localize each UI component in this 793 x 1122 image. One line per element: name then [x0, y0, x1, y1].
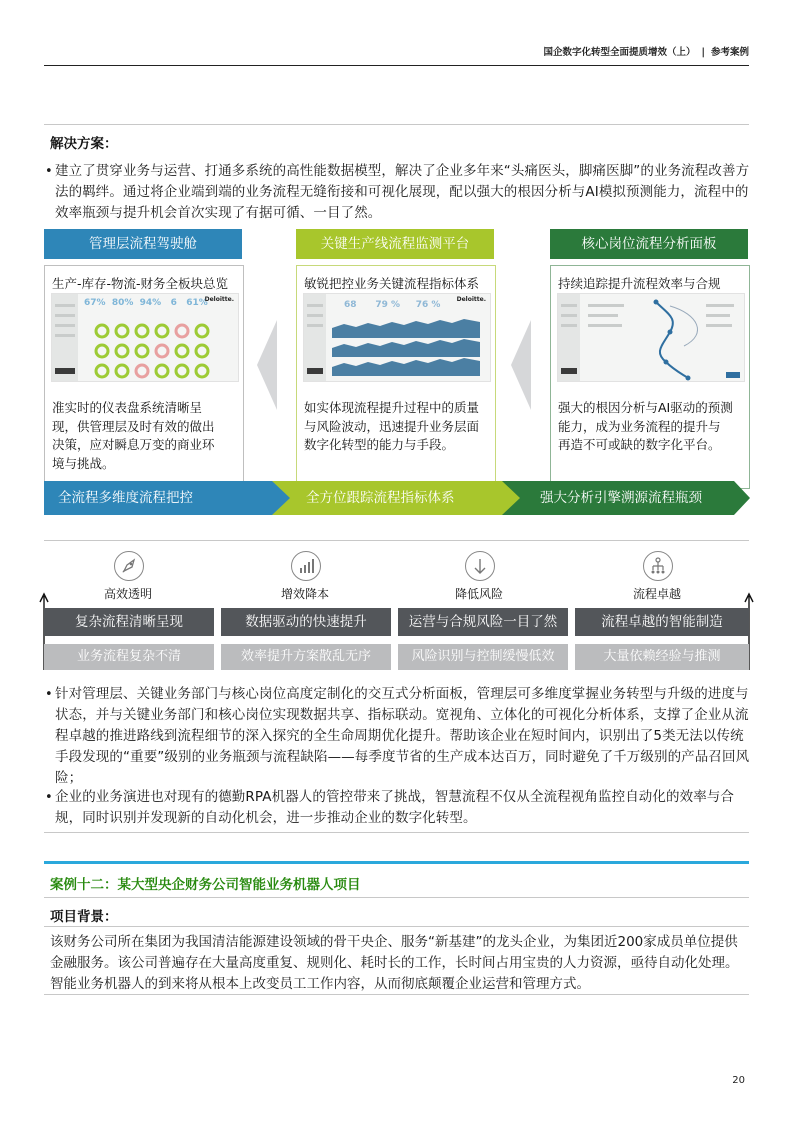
case-rule [44, 861, 749, 864]
background-text: 该财务公司所在集团为我国清洁能源建设领域的骨干央企、服务“新基建”的龙头企业，为集团近200家成员单位提供金融服务。该公司普遍存在大量高度重复、规则化、耗时长的工作，长时间占用宝贵的人力资源，亟待自动化处理。智能业务机器人的到来将从根本上改变员工工作内容，从而彻底颠覆企业运营和管理方式。 [50, 934, 739, 992]
benefit-before-3: 风险识别与控制缓慢低效 [398, 644, 568, 670]
result-bullet-text: 企业的业务演进也对现有的德勤RPA机器人的管控带来了挑战，智慧流程不仅从全流程视角监控自动化的效率与合规，同时识别并发现新的自动化机会，进一步推动企业的数字化转型。 [55, 789, 734, 826]
case-title-rule [44, 897, 749, 898]
benefit-before-2: 效率提升方案散乱无序 [221, 644, 391, 670]
dashboard-thumbnail-2 [303, 293, 491, 382]
bullet-dot: • [45, 687, 53, 702]
panel-1-description [52, 399, 215, 473]
rocket-icon-graphic [115, 552, 143, 580]
panel-3-description [558, 399, 733, 455]
panel-3-subtitle: 持续追踪提升流程效率与合规 [558, 276, 721, 291]
panel-2-desc-line: 如实体现流程提升过程中的质量 [304, 400, 480, 415]
benefit-before-1: 业务流程复杂不清 [44, 644, 214, 670]
thumbnail-2-kpi: 76 % [415, 300, 441, 310]
panel-1 [44, 265, 244, 489]
flow-icon-graphic [644, 552, 672, 580]
arrow-label-1: 全流程多维度流程把控 [58, 490, 193, 506]
dashboard-thumbnail-3 [557, 293, 745, 382]
growth-chart-icon [291, 551, 321, 581]
result-bullet [45, 684, 750, 789]
solution-bullet [45, 161, 750, 224]
benefit-now-3: 运营与合规风险一目了然 [398, 608, 568, 636]
section-rule-top [44, 124, 749, 125]
benefit-now-4: 流程卓越的智能制造 [575, 608, 749, 636]
panel-2 [296, 265, 496, 489]
benefit-now-1: 复杂流程清晰呈现 [44, 608, 214, 636]
panel-2-desc-line: 数字化转型的能力与手段。 [304, 437, 455, 452]
thumbnail-2-brand: Deloitte. [456, 296, 486, 303]
bullet-dot: • [45, 790, 53, 805]
thumbnail-1-brand: Deloitte. [204, 296, 234, 303]
panel-3-desc-line: 再造不可或缺的数字化平台。 [558, 437, 721, 452]
chevron-left-icon [255, 320, 283, 410]
result-bullet-text: 针对管理层、关键业务部门与核心岗位高度定制化的交互式分析面板，管理层可多维度掌握业务转型与升级的进度与状态，并与关键业务部门和核心岗位实现数据共享、指标联动。宽视角、立体化的可视化分析体系，支撑了企业从流程卓越的推进路线到流程细节的深入探究的全生命周期优化提升。帮助该企业在短时间内，识别出了5类无法以传统手段发现的“重要”级别的业务瓶颈与流程缺陷——每季度节省的生产成本达百万，同时避免了千万级别的产品召回风险； [55, 686, 750, 786]
benefit-now-2: 数据驱动的快速提升 [221, 608, 391, 636]
arrow-label-3: 强大分析引擎溯源流程瓶颈 [540, 490, 702, 506]
page-number: 20 [732, 1075, 745, 1086]
header-separator: | [701, 47, 705, 58]
benefit-label-3: 降低风险 [454, 587, 503, 601]
header-title: 国企数字化转型全面提质增效（上） [543, 47, 696, 58]
arrow-label-2: 全方位跟踪流程指标体系 [306, 490, 455, 506]
header-section: 参考案例 [710, 47, 749, 58]
panel-2-subtitle: 敏锐把控业务关键流程指标体系 [304, 276, 480, 291]
dashboard-thumbnail-1 [51, 293, 239, 382]
benefit-before-4: 大量依赖经验与推测 [575, 644, 749, 670]
case-12-title: 案例十二：某大型央企财务公司智能业务机器人项目 [50, 877, 361, 893]
panel-1-desc-line: 准实时的仪表盘系统清晰呈 [52, 400, 203, 415]
panel-1-desc-line: 决策，应对瞬息万变的商业环 [52, 437, 215, 452]
background-title: 项目背景： [50, 909, 118, 925]
down-arrow-icon [465, 551, 495, 581]
result-bullet [45, 787, 750, 829]
thumbnail-2-kpi: 79 % [375, 300, 401, 310]
panel-1-desc-line: 境与挑战。 [52, 455, 115, 471]
thumbnail-1-kpis [84, 298, 208, 308]
benefit-label-4: 流程卓越 [632, 587, 681, 601]
header-rule [44, 65, 749, 66]
panel-3 [550, 265, 750, 489]
thumbnail-1-kpi: 61% [186, 298, 208, 308]
benefits-rule [44, 540, 749, 541]
panel-2-description [304, 399, 479, 455]
panel-3-desc-line: 强大的根因分析与AI驱动的预测 [558, 400, 733, 415]
thumbnail-1-kpi: 94% [139, 298, 162, 308]
thumbnail-1-kpi: 80% [111, 298, 134, 308]
background-title-rule [44, 926, 749, 927]
panel-2-desc-line: 与风险波动，迅速提升业务层面 [304, 418, 480, 434]
benefit-label-1: 高效透明 [103, 587, 152, 601]
panel-2-header: 关键生产线流程监测平台 [296, 229, 494, 259]
panel-1-subtitle: 生产-库存-物流-财务全板块总览 [52, 276, 229, 291]
solution-bullet-text: 建立了贯穿业务与运营、打通多系统的高性能数据模型，解决了企业多年来“头痛医头，脚痛医脚”的业务流程改善方法的羁绊。通过将企业端到端的业务流程无缝衔接和可视化展现，配以强大的根因分析与AI模拟预测能力，流程中的效率瓶颈与提升机会首次实现了有据可循、一目了然。 [55, 163, 750, 221]
growth-chart-icon-graphic [292, 552, 320, 580]
down-arrow-icon-graphic [466, 552, 494, 580]
panel-1-header: 管理层流程驾驶舱 [44, 229, 242, 259]
benefit-label-2: 增效降本 [280, 587, 329, 601]
bullet-dot: • [45, 164, 53, 179]
panel-3-desc-line: 能力，成为业务流程的提升与 [558, 418, 721, 434]
running-header [543, 44, 749, 58]
flow-icon [643, 551, 673, 581]
chevron-left-icon [509, 320, 537, 410]
section-rule-bottom [44, 832, 749, 833]
thumbnail-1-kpi: 6 [170, 298, 177, 308]
panel-1-desc-line: 现，供管理层及时有效的做出 [52, 418, 215, 434]
rocket-icon [114, 551, 144, 581]
background-bottom-rule [44, 994, 749, 995]
panel-3-header: 核心岗位流程分析面板 [550, 229, 748, 259]
thumbnail-2-kpi: 68 [344, 300, 357, 310]
thumbnail-1-kpi: 67% [84, 298, 106, 308]
solution-title: 解决方案： [50, 136, 118, 152]
thumbnail-2-kpis [344, 300, 440, 310]
dashboard-thumbnail-3-graphic [558, 294, 744, 381]
